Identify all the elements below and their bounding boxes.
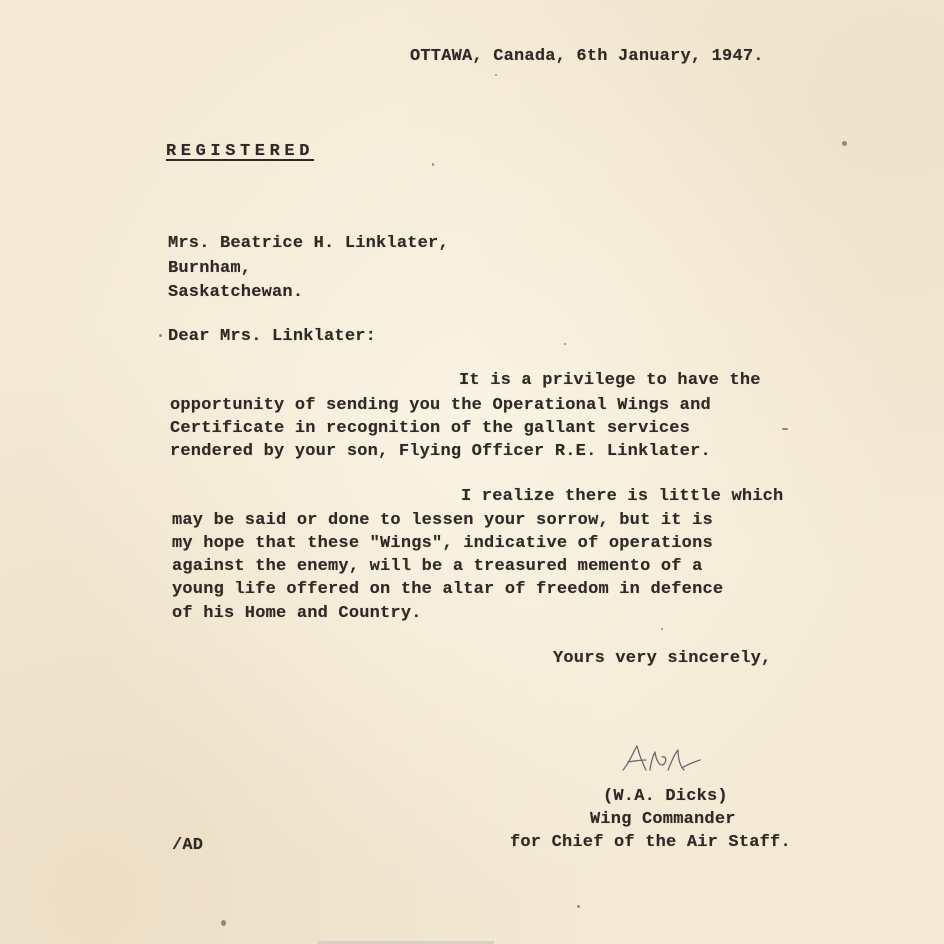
paper-speck [432,163,434,166]
paragraph-2-line-4: against the enemy, will be a treasured memento of a [172,557,703,576]
paper-speck [782,428,788,430]
address-line-province: Saskatchewan. [168,283,304,302]
paper-speck [221,920,226,926]
paragraph-2-line-2: may be said or done to lessen your sorrow, but it is [172,511,713,530]
paragraph-1-line-2: opportunity of sending you the Operational Wings and [170,396,711,415]
paper-speck [661,628,663,630]
paragraph-2-line-6: of his Home and Country. [172,604,422,623]
paper-speck [564,343,566,345]
paper-speck [495,74,497,76]
paragraph-1-line-3: Certificate in recognition of the gallant services [170,419,691,438]
signatory-name: (W.A. Dicks) [603,787,728,806]
paper-speck [577,905,580,908]
paper-speck [159,334,162,337]
paragraph-2-line-3: my hope that these "Wings", indicative of operations [172,534,713,553]
address-line-town: Burnham, [168,259,252,278]
paragraph-2-line-1: I realize there is little which [461,487,784,506]
paper-speck [842,141,847,146]
address-line-name: Mrs. Beatrice H. Linklater, [168,234,449,253]
signatory-office: for Chief of the Air Staff. [510,833,791,852]
paragraph-2-line-5: young life offered on the altar of freedom in defence [172,580,724,599]
reference-initials: /AD [172,836,204,855]
paragraph-1-line-4: rendered by your son, Flying Officer R.E. Linklater. [170,442,711,461]
dateline: OTTAWA, Canada, 6th January, 1947. [410,47,764,66]
paragraph-1-line-1: It is a privilege to have the [459,371,761,390]
signatory-rank: Wing Commander [590,810,736,829]
salutation: Dear Mrs. Linklater: [168,327,377,346]
handwritten-signature [620,740,704,776]
closing: Yours very sincerely, [553,649,772,668]
registered-heading: REGISTERED [166,142,315,161]
